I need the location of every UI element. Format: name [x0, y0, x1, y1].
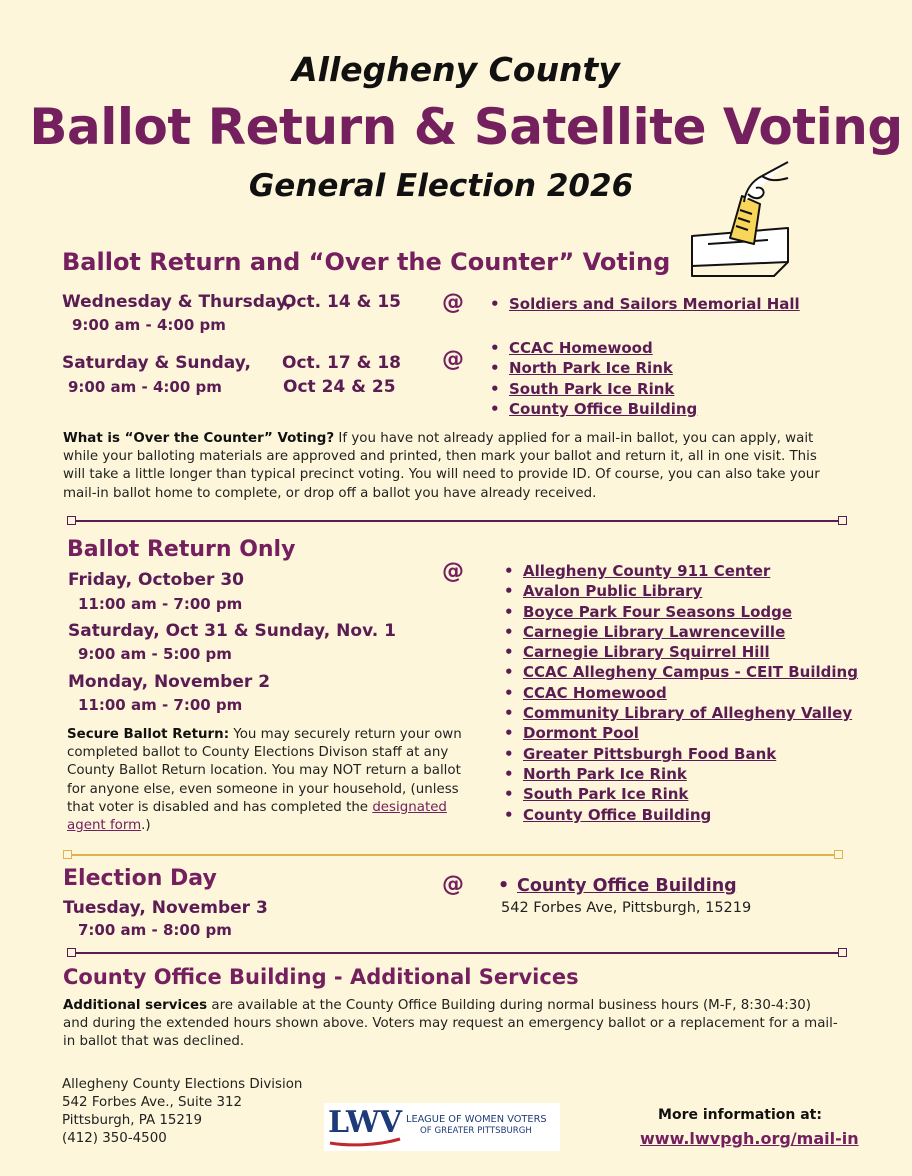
divider — [70, 952, 844, 954]
address-line: 542 Forbes Ave., Suite 312 — [62, 1095, 243, 1110]
at-sign: @ — [442, 290, 464, 315]
schedule-time: 11:00 am - 7:00 pm — [78, 595, 243, 613]
section-heading-otc: Ballot Return and “Over the Counter” Voting — [62, 248, 671, 276]
services-note — [63, 997, 839, 1052]
location-link[interactable]: • CCAC Homewood — [490, 338, 697, 358]
schedule-dates: Oct. 17 & 18 — [282, 353, 402, 373]
at-sign: @ — [442, 347, 464, 372]
page-title: Ballot Return & Satellite Voting — [29, 98, 903, 156]
address-line: Pittsburgh, PA 15219 — [62, 1113, 202, 1128]
secure-end: .) — [141, 818, 151, 834]
more-info-link[interactable]: www.lwvpgh.org/mail-in — [640, 1129, 859, 1148]
location-link[interactable]: • County Office Building — [490, 399, 697, 419]
location-link[interactable]: • Carnegie Library Lawrenceville — [504, 622, 858, 642]
location-link[interactable]: • Soldiers and Sailors Memorial Hall — [490, 294, 800, 314]
location-link[interactable]: • Carnegie Library Squirrel Hill — [504, 642, 858, 662]
location-list — [498, 875, 737, 897]
schedule-days: Tuesday, November 3 — [63, 898, 268, 918]
location-link[interactable]: • County Office Building — [504, 805, 858, 825]
otc-text: If you have not already applied for a mail-in ballot, you can apply, wait while your balloting materials are approved and printed, then mark your ballot and return it, all in one visit. This will take a little longer than typical precinct voting. You will need to provide ID. Of course, you can also take your mail-in ballot home to complete, or drop off a ballot you have already received. — [63, 431, 820, 501]
schedule-days: Friday, October 30 — [68, 570, 244, 590]
location-link[interactable]: • North Park Ice Rink — [490, 358, 697, 378]
location-list — [490, 294, 800, 314]
logo-mark: LWV — [328, 1105, 402, 1140]
location-link[interactable]: • County Office Building — [498, 875, 737, 897]
secure-return-note — [67, 726, 479, 835]
schedule-time: 9:00 am - 4:00 pm — [72, 316, 226, 334]
location-list — [490, 338, 697, 419]
ballot-box-icon — [688, 158, 792, 282]
location-link[interactable]: • Boyce Park Four Seasons Lodge — [504, 602, 858, 622]
designated-agent-form-link[interactable]: designated agent form — [67, 799, 447, 834]
schedule-days: Saturday & Sunday, — [62, 353, 251, 373]
secure-label: Secure Ballot Return: — [67, 727, 230, 742]
section-heading-election-day: Election Day — [63, 866, 217, 891]
schedule-time: 9:00 am - 5:00 pm — [78, 645, 232, 663]
section-heading-return: Ballot Return Only — [67, 537, 296, 562]
schedule-days: Saturday, Oct 31 & Sunday, Nov. 1 — [68, 621, 396, 641]
logo-line1: LEAGUE OF WOMEN VOTERS — [406, 1114, 547, 1125]
county-title: Allegheny County — [292, 50, 620, 89]
schedule-days: Wednesday & Thursday, — [62, 292, 293, 312]
location-link[interactable]: • Dormont Pool — [504, 723, 858, 743]
location-link[interactable]: • CCAC Homewood — [504, 683, 858, 703]
at-sign: @ — [442, 872, 464, 897]
at-sign: @ — [442, 559, 464, 584]
divider — [70, 520, 844, 522]
services-label: Additional services — [63, 998, 208, 1013]
location-link[interactable]: • South Park Ice Rink — [490, 379, 697, 399]
address-line: Allegheny County Elections Division — [62, 1077, 303, 1092]
section-heading-services: County Office Building - Additional Services — [63, 965, 579, 989]
location-address: 542 Forbes Ave, Pittsburgh, 15219 — [501, 900, 752, 916]
schedule-time: 7:00 am - 8:00 pm — [78, 921, 232, 939]
services-text: are available at the County Office Building during normal business hours (M-F, 8:30-4:30) and during the extended hours shown above. Voters may request an emergency ballot or a replacement for a mail-in ballot that was declined. — [63, 998, 838, 1050]
location-link[interactable]: • Avalon Public Library — [504, 581, 858, 601]
schedule-dates: Oct. 14 & 15 — [282, 292, 402, 312]
schedule-dates: Oct 24 & 25 — [283, 377, 396, 397]
page-subtitle: General Election 2026 — [248, 168, 634, 204]
divider — [66, 854, 840, 856]
location-link[interactable]: • Allegheny County 911 Center — [504, 561, 858, 581]
location-list — [504, 561, 858, 825]
location-link[interactable]: • South Park Ice Rink — [504, 784, 858, 804]
schedule-time: 9:00 am - 4:00 pm — [68, 378, 222, 396]
address-line: (412) 350-4500 — [62, 1131, 167, 1146]
lwv-logo[interactable] — [324, 1103, 560, 1151]
contact-address — [62, 1076, 302, 1148]
location-link[interactable]: • Greater Pittsburgh Food Bank — [504, 744, 858, 764]
schedule-days: Monday, November 2 — [68, 672, 271, 692]
logo-swoosh-icon — [328, 1137, 402, 1147]
location-link[interactable]: • North Park Ice Rink — [504, 764, 858, 784]
location-link[interactable]: • Community Library of Allegheny Valley — [504, 703, 858, 723]
more-info-label: More information at: — [658, 1107, 822, 1123]
logo-line2: OF GREATER PITTSBURGH — [420, 1126, 532, 1136]
schedule-time: 11:00 am - 7:00 pm — [78, 696, 243, 714]
secure-text: You may securely return your own completed ballot to County Elections Divison staff at any County Ballot Return location. You may NOT return a ballot for anyone else, even someone in your household, (unless that voter is disabled and has completed the — [67, 727, 462, 815]
otc-label: What is “Over the Counter” Voting? — [63, 431, 335, 446]
location-link[interactable]: • CCAC Allegheny Campus - CEIT Building — [504, 662, 858, 682]
otc-explanation — [63, 430, 833, 503]
